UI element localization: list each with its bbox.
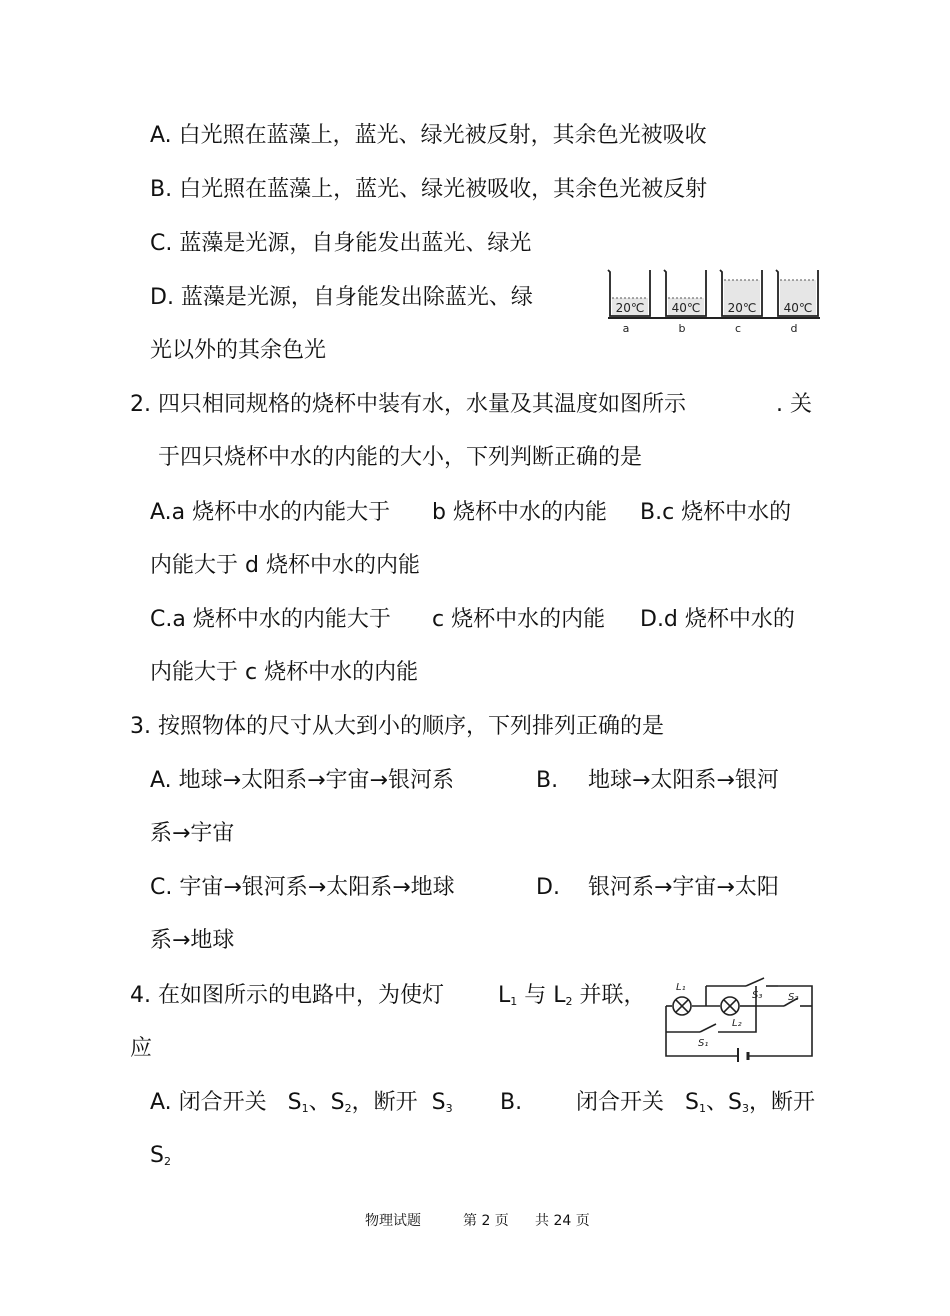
q1-option-a: A. 白光照在蓝藻上，蓝光、绿光被反射，其余色光被吸收 (150, 123, 707, 148)
q4-stem: 4. 在如图所示的电路中，为使灯 (130, 983, 444, 1008)
lamp-l2-symbol: L (553, 983, 566, 1008)
switch-s3-symbol: S (727, 1090, 742, 1115)
footer-subject: 物理试题 (365, 1213, 421, 1229)
lamp-l2-sub: 2 (565, 995, 573, 1008)
beaker-letter-label: d (790, 322, 798, 335)
beaker-c (720, 270, 762, 335)
lamp-l1-sub: 1 (510, 995, 518, 1008)
circuit-label-s2: S₂ (788, 992, 799, 1003)
q1-option-b: B. 白光照在蓝藻上，蓝光、绿光被吸收，其余色光被反射 (150, 177, 708, 202)
beaker-temp-label: 40℃ (671, 301, 701, 315)
q4-option-a-mid: ，断开 (351, 1090, 418, 1115)
q4-option-b-cont (150, 1142, 171, 1176)
switch-s1-symbol: S (287, 1090, 302, 1115)
q4-option-a (150, 1089, 453, 1123)
beaker-letter-label: b (678, 322, 686, 335)
circuit-diagram (656, 974, 820, 1062)
q3-option-d-label: D. (536, 875, 560, 900)
switch-s1-symbol: S (685, 1090, 699, 1115)
switch-s2-sub: 2 (344, 1102, 352, 1115)
circuit-label-s1: S₁ (698, 1038, 709, 1049)
beaker-temp-label: 20℃ (727, 301, 757, 315)
switch-s2-symbol: S (150, 1143, 164, 1168)
q2-option-b: B.c 烧杯中水的 (640, 500, 792, 525)
q2-option-a: A.a 烧杯中水的内能大于 (150, 500, 391, 525)
q4-stem-tail: 并联， (579, 983, 646, 1008)
q2-option-d: D.d 烧杯中水的 (640, 607, 795, 632)
beaker-temp-label: 40℃ (783, 301, 813, 315)
q3-option-d: 银河系→宇宙→太阳 (588, 875, 779, 900)
circuit-label-l2: L₂ (732, 1018, 742, 1029)
q2-option-a-tail: b 烧杯中水的内能 (432, 500, 607, 525)
beaker-letter-label: a (622, 322, 630, 335)
q3-option-a: A. 地球→太阳系→宇宙→银河系 (150, 768, 454, 793)
q4-option-b-pre: 闭合开关 (576, 1090, 665, 1115)
q1-option-d-cont: 光以外的其余色光 (150, 338, 327, 363)
beaker-figure (606, 266, 824, 338)
switch-s3-icon (746, 978, 764, 986)
lamp-l1-symbol: L (498, 983, 511, 1008)
q2-option-c: C.a 烧杯中水的内能大于 (150, 607, 391, 632)
switch-s2-symbol: S (330, 1090, 345, 1115)
q3-option-c: C. 宇宙→银河系→太阳系→地球 (150, 875, 455, 900)
q2-option-b-cont: 内能大于 d 烧杯中水的内能 (150, 553, 420, 578)
circuit-label-l1: L₁ (676, 982, 686, 993)
q3-option-b: 地球→太阳系→银河 (588, 768, 779, 793)
beaker-a (608, 270, 650, 335)
q3-option-b-label: B. (536, 768, 559, 793)
footer-page: 第 2 页 (463, 1213, 509, 1229)
q4-stem-cont: 应 (130, 1036, 153, 1061)
q4-option-a-pre: A. 闭合开关 (150, 1090, 267, 1115)
switch-s3-symbol: S (431, 1090, 446, 1115)
q4-option-b-mid: ，断开 (748, 1090, 815, 1115)
switch-s3-sub: 3 (445, 1102, 453, 1115)
q2-stem-tail: . 关 (776, 392, 812, 417)
q4-conj: 与 (524, 983, 547, 1008)
switch-s2-sub: 2 (163, 1155, 171, 1168)
q3-option-d-cont: 系→地球 (150, 928, 235, 953)
q2-stem-cont: 于四只烧杯中水的内能的大小，下列判断正确的是 (158, 445, 643, 470)
q4-option-b-label: B. (500, 1090, 523, 1115)
q2-option-c-tail: c 烧杯中水的内能 (432, 607, 606, 632)
switch-s1-icon (700, 1024, 716, 1032)
q1-option-c: C. 蓝藻是光源，自身能发出蓝光、绿光 (150, 231, 532, 256)
switch-s1-sub: 1 (301, 1102, 309, 1115)
q4-sep: 、 (705, 1090, 728, 1115)
beaker-b (664, 270, 706, 335)
switch-s3-sub: 3 (741, 1102, 749, 1115)
q3-stem: 3. 按照物体的尺寸从大到小的顺序，下列排列正确的是 (130, 714, 664, 739)
q4-option-b (576, 1089, 815, 1123)
beaker-d (776, 270, 818, 335)
q2-option-d-cont: 内能大于 c 烧杯中水的内能 (150, 660, 419, 685)
beaker-letter-label: c (734, 322, 742, 335)
q4-sep: 、 (308, 1090, 331, 1115)
q4-stem-lamps (498, 982, 646, 1016)
circuit-label-s3: S₃ (752, 990, 763, 1001)
q2-stem: 2. 四只相同规格的烧杯中装有水，水量及其温度如图所示 (130, 392, 686, 417)
beaker-temp-label: 20℃ (615, 301, 645, 315)
q1-option-d: D. 蓝藻是光源，自身能发出除蓝光、绿 (150, 285, 533, 310)
footer-total: 共 24 页 (535, 1213, 590, 1229)
q3-option-b-cont: 系→宇宙 (150, 821, 235, 846)
switch-s1-sub: 1 (698, 1102, 706, 1115)
